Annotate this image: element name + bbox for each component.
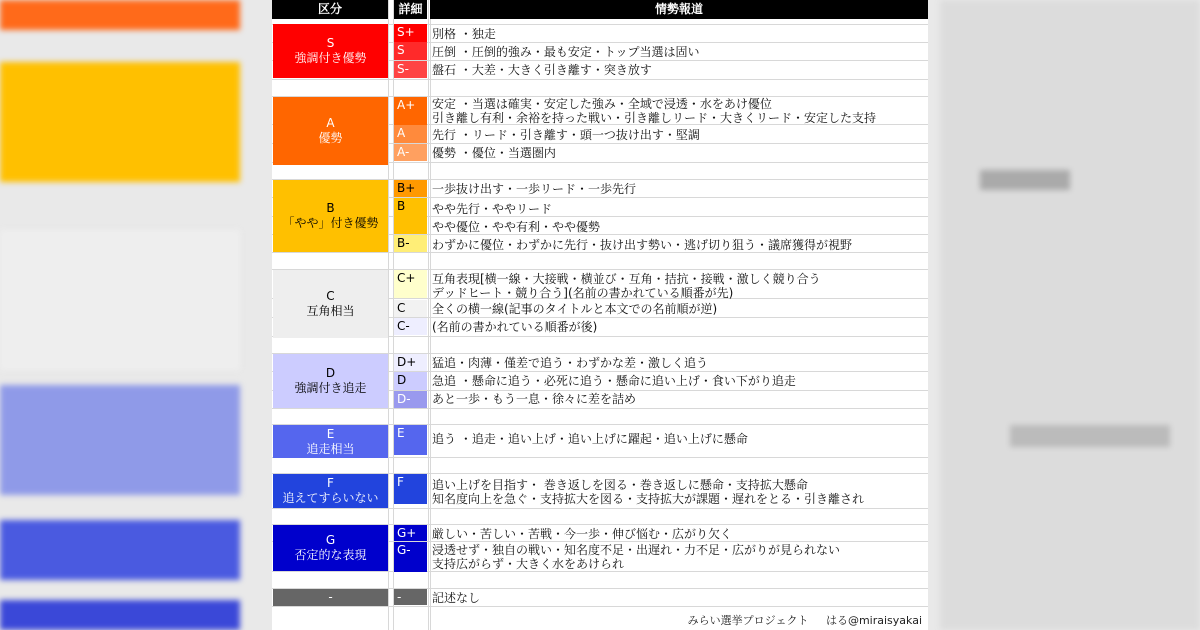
report-text: 安定 ・当選は確実・安定した強み・全域で浸透・水をあけ優位	[432, 97, 772, 111]
grade-code-s-minus: S-	[394, 61, 427, 78]
grid-row-line	[272, 79, 928, 80]
header-detail: 詳細	[394, 0, 427, 19]
category-label: 否定的な表現	[294, 548, 367, 562]
category-label: 強調付き追走	[294, 381, 367, 395]
report-text: (名前の書かれている順番が後)	[432, 320, 598, 334]
grid-row-line	[272, 508, 928, 509]
report-text: 圧倒 ・圧倒的強み・最も安定・トップ当選は固い	[432, 45, 700, 59]
grade-code-s-plus: S+	[394, 24, 427, 42]
grade-code-d-plus: D+	[394, 354, 427, 371]
report-text: 急追 ・懸命に追う・必死に追う・懸命に追い上げ・食い下がり追走	[432, 374, 796, 388]
report-text: あと一歩・もう一息・徐々に差を詰め	[432, 392, 637, 406]
category-e	[273, 425, 388, 458]
report-text: 全くの横一線(記事のタイトルと本文での名前順が逆)	[432, 302, 718, 316]
category-letter: D	[325, 366, 336, 380]
grade-code-none: -	[394, 589, 427, 605]
grade-code-b-plus: B+	[394, 180, 427, 197]
grade-code-a: A	[394, 125, 427, 143]
category-none	[273, 589, 388, 606]
category-letter: B	[326, 201, 335, 215]
category-letter: F	[327, 476, 334, 490]
category-letter: G	[325, 533, 336, 547]
report-text: やや優位・やや有利・やや優勢	[432, 220, 601, 234]
footer-credit	[674, 612, 922, 628]
grade-code-a-minus: A-	[394, 144, 427, 161]
grid-column-line	[388, 0, 389, 630]
grade-code-c-plus: C+	[394, 270, 427, 298]
footer-author: はる@miraisyakai	[825, 614, 922, 627]
category-letter: E	[326, 426, 335, 441]
report-text: デッドヒート・競り合う](名前の書かれている順番が先)	[432, 286, 734, 300]
grade-code-a-plus: A+	[394, 97, 427, 125]
grade-code-e: E	[394, 425, 427, 455]
category-letter: S	[326, 36, 335, 50]
grade-code-d-minus: D-	[394, 391, 427, 408]
category-g	[273, 525, 388, 571]
grid-row-line	[272, 571, 928, 572]
report-text: 優勢 ・優位・当選圏内	[432, 146, 556, 160]
report-text: 一歩抜け出す・一歩リード・一歩先行	[432, 182, 637, 196]
category-a	[273, 97, 388, 165]
grade-code-c: C	[394, 300, 427, 317]
category-c	[273, 270, 388, 338]
grade-code-f: F	[394, 474, 427, 504]
grade-code-s: S	[394, 42, 427, 60]
category-label: 優勢	[318, 131, 343, 145]
report-text: 厳しい・苦しい・苦戦・今一歩・伸び悩む・広がり欠く	[432, 527, 733, 541]
grid-column-line	[430, 0, 431, 630]
report-text: 互角表現[横一線・大接戦・横並び・互角・拮抗・接戦・激しく競り合う	[432, 272, 821, 286]
report-text: 追う ・追走・追い上げ・追い上げに躍起・追い上げに懸命	[432, 432, 748, 446]
category-label: 互角相当	[306, 304, 355, 318]
grade-code-b: B	[394, 198, 427, 234]
report-text: 猛追・肉薄・僅差で追う・わずかな差・激しく追う	[432, 356, 709, 370]
category-letter: -	[328, 590, 333, 604]
report-text: 支持広がらず・大きく水をあけられ	[432, 557, 625, 571]
report-text: 知名度向上を急ぐ・支持拡大を図る・支持拡大が課題・遅れをとる・引き離され	[432, 492, 865, 506]
report-text: 記述なし	[432, 591, 481, 605]
grade-code-c-minus: C-	[394, 318, 427, 335]
category-label: 追えてすらいない	[282, 491, 379, 505]
grading-table	[272, 0, 928, 630]
category-d	[273, 354, 388, 408]
grade-code-b-minus: B-	[394, 235, 427, 252]
category-f	[273, 474, 388, 508]
footer-project: みらい選挙プロジェクト	[687, 614, 809, 627]
report-text: 別格 ・独走	[432, 27, 496, 41]
grade-code-d: D	[394, 372, 427, 390]
category-label: 強調付き優勢	[294, 51, 367, 65]
report-text: やや先行・ややリード	[432, 202, 553, 216]
report-text: 先行 ・リード・引き離す・頭一つ抜け出す・堅調	[432, 128, 700, 142]
grid-row-line	[272, 408, 928, 409]
category-label: 「やや」付き優勢	[282, 216, 379, 230]
report-text: 引き離し有利・余裕を持った戦い・引き離しリード・大きくリード・安定した支持	[432, 111, 877, 125]
report-text: 盤石 ・大差・大きく引き離す・突き放す	[432, 63, 652, 77]
report-text: わずかに優位・わずかに先行・抜け出す勢い・逃げ切り狙う・議席獲得が視野	[432, 238, 853, 252]
category-b	[273, 180, 388, 252]
grid-row-line	[272, 606, 928, 607]
header-report: 情勢報道	[430, 0, 928, 19]
category-s	[273, 24, 388, 78]
grid-row-line	[272, 252, 928, 253]
grid-column-line	[428, 0, 429, 630]
category-letter: C	[326, 289, 335, 303]
grade-code-g-plus: G+	[394, 525, 427, 541]
header-category: 区分	[272, 0, 388, 19]
category-letter: A	[326, 116, 335, 130]
report-text: 浸透せず・独自の戦い・知名度不足・出遅れ・力不足・広がりが見られない	[432, 543, 841, 557]
grade-code-g-minus: G-	[394, 542, 427, 572]
category-label: 追走相当	[306, 441, 355, 456]
report-text: 追い上げを目指す・ 巻き返しを図る・巻き返しに懸命・支持拡大懸命	[432, 478, 808, 492]
